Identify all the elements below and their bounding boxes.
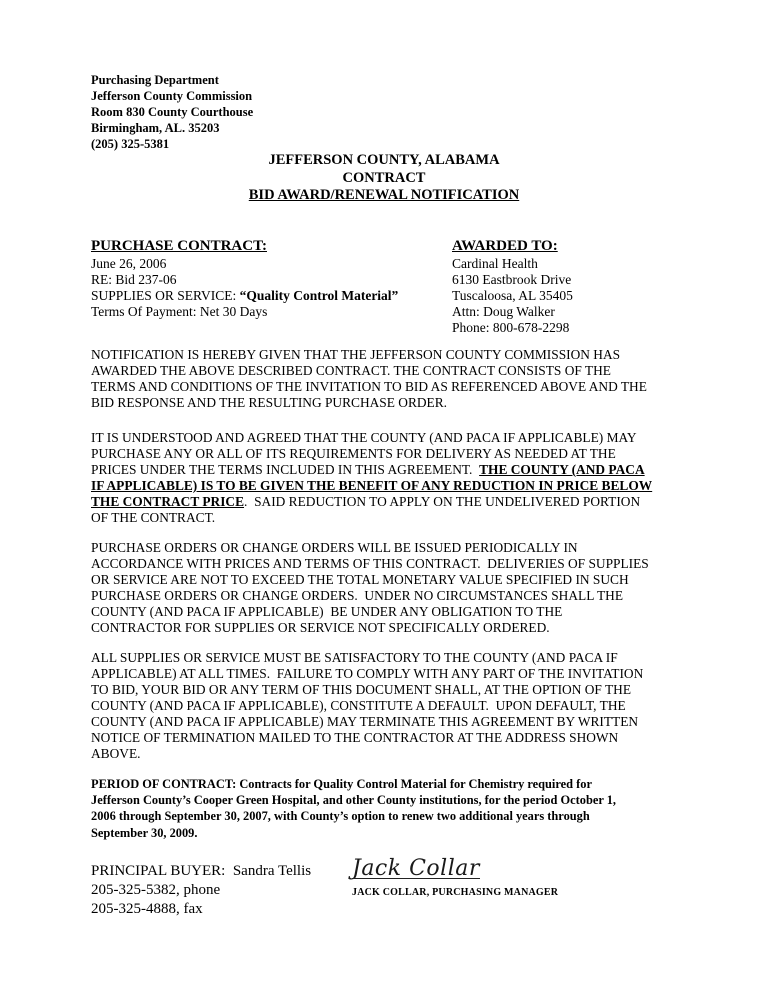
paragraph-line: ACCORDANCE WITH PRICES AND TERMS OF THIS CONTRACT. DELIVERIES OF SUPPLIES bbox=[91, 556, 649, 571]
paragraph-line: COUNTY (AND PACA IF APPLICABLE) MAY TERMINATE THIS AGREEMENT BY WRITTEN bbox=[91, 714, 639, 729]
department-line: Room 830 County Courthouse bbox=[91, 105, 254, 119]
department-address-block bbox=[91, 72, 253, 152]
department-line: Jefferson County Commission bbox=[91, 89, 253, 103]
paragraph-line: BID RESPONSE AND THE RESULTING PURCHASE ORDER. bbox=[91, 395, 448, 410]
period-line: September 30, 2009. bbox=[91, 825, 198, 840]
contract-date: June 26, 2006 bbox=[91, 256, 167, 271]
contract-bid-ref: RE: Bid 237-06 bbox=[91, 272, 177, 287]
awarded-to-details bbox=[452, 256, 573, 336]
period-line: 2006 through September 30, 2007, with County’s option to renew two additional years through bbox=[91, 809, 590, 824]
principal-buyer: PRINCIPAL BUYER: Sandra Tellis bbox=[91, 863, 312, 879]
period-line: Jefferson County’s Cooper Green Hospital, and other County institutions, for the period October 1, bbox=[91, 793, 616, 808]
supplies-value: “Quality Control Material” bbox=[239, 288, 399, 303]
buyer-phone: 205-325-5382, phone bbox=[91, 882, 221, 898]
paragraph-line: APPLICABLE) AT ALL TIMES. FAILURE TO COMPLY WITH ANY PART OF THE INVITATION bbox=[91, 666, 644, 681]
purchase-contract-label: PURCHASE CONTRACT: bbox=[91, 238, 267, 254]
document-heading bbox=[0, 152, 768, 205]
paragraph-line: PURCHASE ORDERS OR CHANGE ORDERS WILL BE ISSUED PERIODICALLY IN bbox=[91, 540, 578, 555]
paragraph-line: OF THE CONTRACT. bbox=[91, 510, 216, 525]
supplies-prefix: SUPPLIES OR SERVICE: bbox=[91, 288, 240, 303]
paragraph-line: PURCHASE ORDERS OR CHANGE ORDERS. UNDER NO CIRCUMSTANCES SHALL THE bbox=[91, 588, 624, 603]
principal-buyer-block bbox=[91, 862, 311, 919]
paragraph-line: PURCHASE ANY OR ALL OF ITS REQUIREMENTS FOR DELIVERY AS NEEDED AT THE bbox=[91, 446, 616, 461]
awardee-line: Phone: 800-678-2298 bbox=[452, 320, 570, 335]
department-line: Purchasing Department bbox=[91, 73, 219, 87]
purchase-contract-details bbox=[91, 256, 398, 320]
contract-terms: Terms Of Payment: Net 30 Days bbox=[91, 304, 268, 319]
paragraph-text: . SAID REDUCTION TO APPLY ON THE UNDELIVERED PORTION bbox=[244, 494, 641, 509]
paragraph-line: TERMS AND CONDITIONS OF THE INVITATION TO BID AS REFERENCED ABOVE AND THE bbox=[91, 379, 647, 394]
department-line: Birmingham, AL. 35203 bbox=[91, 121, 220, 135]
paragraph-line: COUNTY (AND PACA IF APPLICABLE), CONSTITUTE A DEFAULT. UPON DEFAULT, THE bbox=[91, 698, 626, 713]
paragraph-line bbox=[91, 494, 691, 510]
contract-supplies bbox=[91, 288, 398, 304]
paragraph-line: IT IS UNDERSTOOD AND AGREED THAT THE COUNTY (AND PACA IF APPLICABLE) MAY bbox=[91, 430, 637, 445]
heading-county: JEFFERSON COUNTY, ALABAMA bbox=[268, 152, 500, 168]
default-paragraph bbox=[91, 650, 691, 762]
paragraph-line: ALL SUPPLIES OR SERVICE MUST BE SATISFACTORY TO THE COUNTY (AND PACA IF bbox=[91, 650, 618, 665]
paragraph-line bbox=[91, 478, 691, 494]
paragraph-line: NOTICE OF TERMINATION MAILED TO THE CONTRACTOR AT THE ADDRESS SHOWN bbox=[91, 730, 619, 745]
paragraph-text: PRICES UNDER THE TERMS INCLUDED IN THIS AGREEMENT. bbox=[91, 462, 480, 477]
awardee-line: Tuscaloosa, AL 35405 bbox=[452, 288, 573, 303]
orders-paragraph bbox=[91, 540, 691, 636]
paragraph-line bbox=[91, 462, 691, 478]
period-line: PERIOD OF CONTRACT: Contracts for Quality Control Material for Chemistry required for bbox=[91, 777, 592, 791]
awardee-line: 6130 Eastbrook Drive bbox=[452, 272, 572, 287]
paragraph-line: COUNTY (AND PACA IF APPLICABLE) BE UNDER ANY OBLIGATION TO THE bbox=[91, 604, 563, 619]
awarded-to-label: AWARDED TO: bbox=[452, 238, 558, 254]
notification-paragraph bbox=[91, 347, 691, 411]
handwritten-signature: Jack Collar bbox=[352, 856, 480, 881]
paragraph-line: ABOVE. bbox=[91, 746, 141, 761]
heading-contract: CONTRACT bbox=[342, 169, 426, 186]
period-of-contract bbox=[91, 776, 691, 841]
price-reduction-clause: IF APPLICABLE) IS TO BE GIVEN THE BENEFIT OF ANY REDUCTION IN PRICE BELOW bbox=[91, 478, 653, 493]
awardee-line: Cardinal Health bbox=[452, 256, 538, 271]
price-reduction-clause: THE COUNTY (AND PACA bbox=[479, 462, 645, 477]
paragraph-line: CONTRACTOR FOR SUPPLIES OR SERVICE NOT SPECIFICALLY ORDERED. bbox=[91, 620, 550, 635]
signatory-title: JACK COLLAR, PURCHASING MANAGER bbox=[352, 887, 559, 898]
agreement-paragraph bbox=[91, 430, 691, 526]
paragraph-line: NOTIFICATION IS HEREBY GIVEN THAT THE JEFFERSON COUNTY COMMISSION HAS bbox=[91, 347, 621, 362]
price-reduction-clause: THE CONTRACT PRICE bbox=[91, 494, 245, 509]
paragraph-line: TO BID, YOUR BID OR ANY TERM OF THIS DOCUMENT SHALL, AT THE OPTION OF THE bbox=[91, 682, 632, 697]
buyer-fax: 205-325-4888, fax bbox=[91, 901, 203, 917]
paragraph-line: AWARDED THE ABOVE DESCRIBED CONTRACT. THE CONTRACT CONSISTS OF THE bbox=[91, 363, 611, 378]
paragraph-line: OR SERVICE ARE NOT TO EXCEED THE TOTAL MONETARY VALUE SPECIFIED IN SUCH bbox=[91, 572, 629, 587]
heading-notification: BID AWARD/RENEWAL NOTIFICATION bbox=[248, 187, 520, 203]
department-line: (205) 325-5381 bbox=[91, 137, 170, 151]
awardee-line: Attn: Doug Walker bbox=[452, 304, 555, 319]
